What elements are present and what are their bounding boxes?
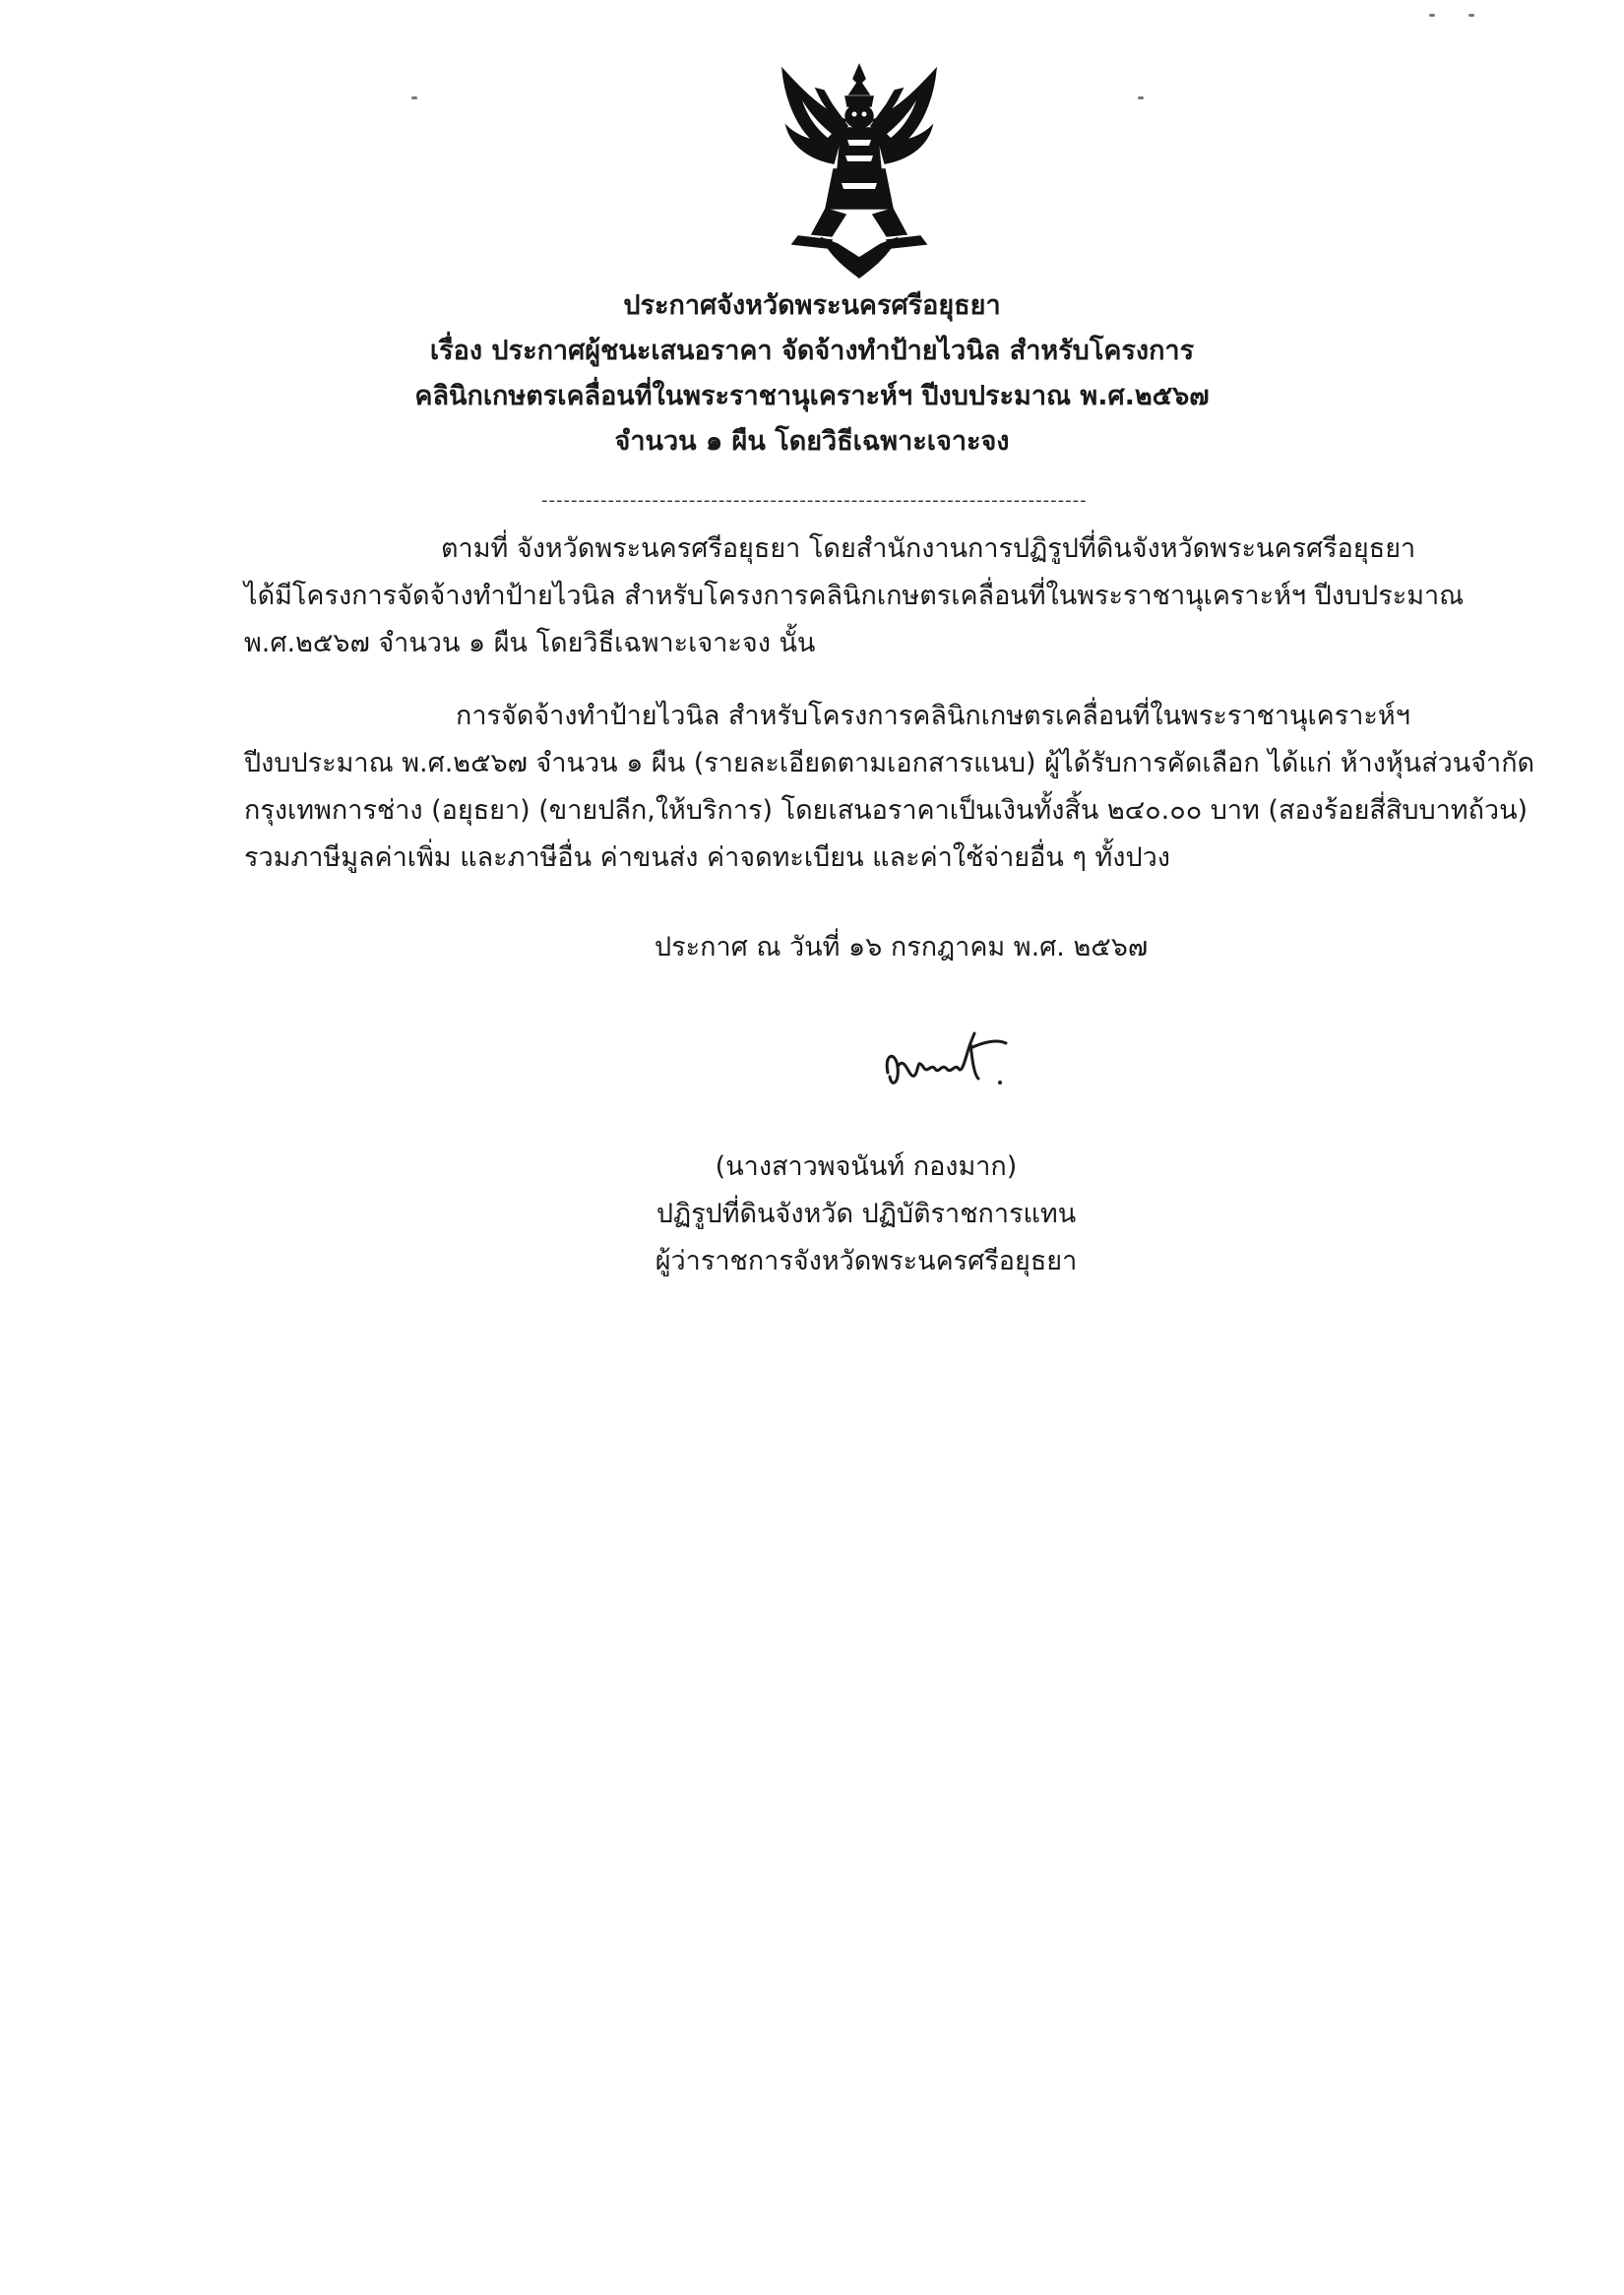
signatory-position-1: ปฏิรูปที่ดินจังหวัด ปฏิบัติราชการแทน xyxy=(656,1199,1077,1229)
paragraph-2-line-1: การจัดจ้างทำป้ายไวนิล สำหรับโครงการคลินิกเกษตรเคลื่อนที่ในพระราชานุเคราะห์ฯ xyxy=(456,701,1410,731)
announcement-title xyxy=(148,283,1476,465)
signatory-position-2: ผู้ว่าราชการจังหวัดพระนครศรีอยุธยา xyxy=(655,1246,1078,1276)
scan-speck xyxy=(1138,96,1144,99)
title-line-3: คลินิกเกษตรเคลื่อนที่ในพระราชานุเคราะห์ฯ ปีงบประมาณ พ.ศ.๒๕๖๗ xyxy=(414,381,1210,411)
paragraph-1-line-3: พ.ศ.๒๕๖๗ จำนวน ๑ ผืน โดยวิธีเฉพาะเจาะจง นั้น xyxy=(244,628,816,658)
announcement-date: ประกาศ ณ วันที่ ๑๖ กรกฎาคม พ.ศ. ๒๕๖๗ xyxy=(655,932,1149,962)
paragraph-2-line-3: กรุงเทพการช่าง (อยุธยา) (ขายปลีก,ให้บริการ) โดยเสนอราคาเป็นเงินทั้งสิ้น ๒๔๐.๐๐ บาท (สองร้อยสี่สิบบาทถ้วน) xyxy=(244,795,1529,826)
paragraph-1-line-1: ตามที่ จังหวัดพระนครศรีอยุธยา โดยสำนักงานการปฏิรูปที่ดินจังหวัดพระนครศรีอยุธยา xyxy=(441,533,1416,564)
scan-speck xyxy=(1429,14,1435,17)
title-line-4: จำนวน ๑ ผืน โดยวิธีเฉพาะเจาะจง xyxy=(614,426,1010,457)
title-line-2: เรื่อง ประกาศผู้ชนะเสนอราคา จัดจ้างทำป้ายไวนิล สำหรับโครงการ xyxy=(429,336,1195,366)
scan-speck xyxy=(411,96,417,99)
paragraph-2-line-2: ปีงบประมาณ พ.ศ.๒๕๖๗ จำนวน ๑ ผืน (รายละเอียดตามเอกสารแนบ) ผู้ได้รับการคัดเลือก ได้แก่ ห้างหุ้นส่วนจำกัด xyxy=(244,748,1535,778)
paragraph-1 xyxy=(244,526,1474,667)
divider: -------------------------------------------------------------------------- xyxy=(541,490,1088,511)
paragraph-1-line-2: ได้มีโครงการจัดจ้างทำป้ายไวนิล สำหรับโครงการคลินิกเกษตรเคลื่อนที่ในพระราชานุเคราะห์ฯ ปีงบประมาณ xyxy=(244,581,1465,611)
handwritten-signature xyxy=(876,1023,1024,1102)
scan-speck xyxy=(1468,14,1474,17)
paragraph-2-line-4: รวมภาษีมูลค่าเพิ่ม และภาษีอื่น ค่าขนส่ง ค่าจดทะเบียน และค่าใช้จ่ายอื่น ๆ ทั้งปวง xyxy=(244,842,1170,873)
title-line-1: ประกาศจังหวัดพระนครศรีอยุธยา xyxy=(623,290,1001,321)
signature-block xyxy=(591,1144,1142,1285)
garuda-emblem-icon xyxy=(763,61,956,281)
signatory-name: (นางสาวพจนันท์ กองมาก) xyxy=(715,1151,1018,1182)
paragraph-2 xyxy=(244,693,1535,882)
